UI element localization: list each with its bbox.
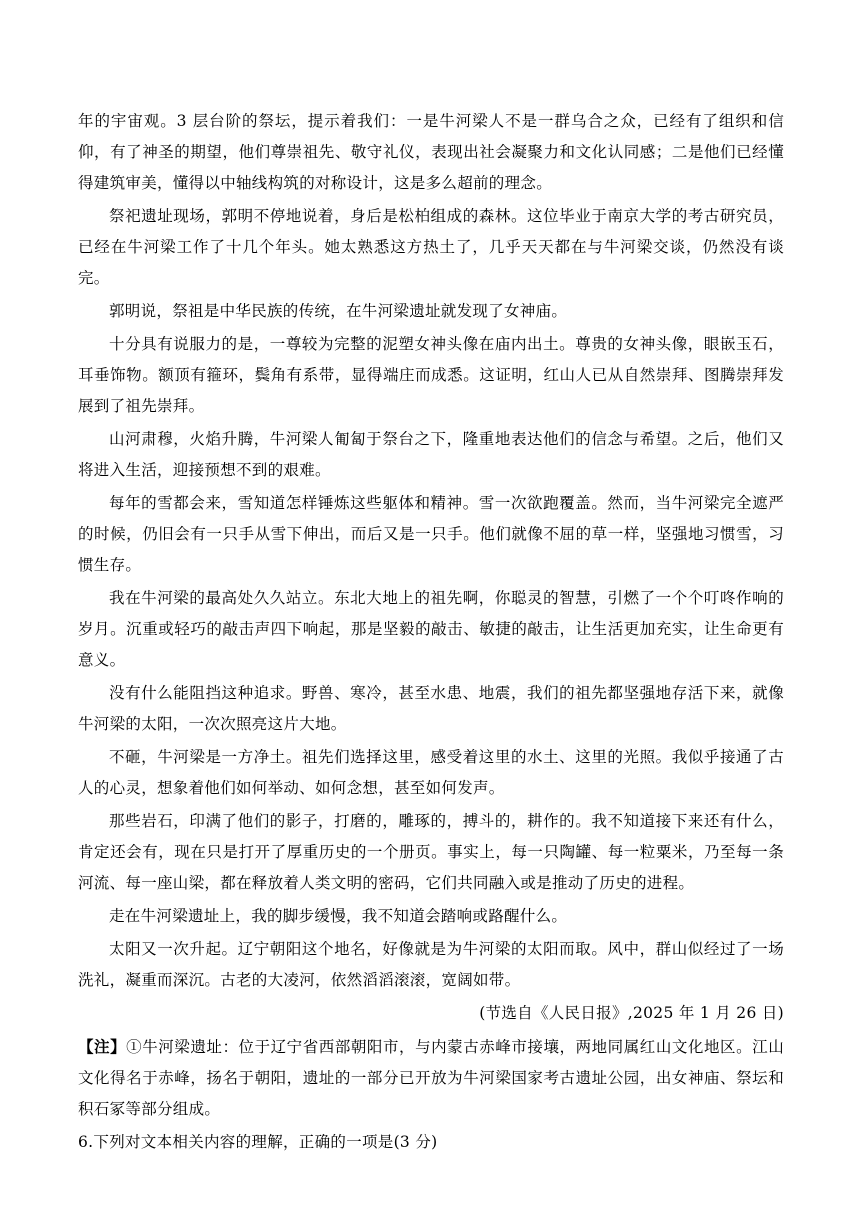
- footnote-tag: 【注】: [78, 1037, 127, 1056]
- article-paragraph-3: 郭明说，祭祖是中华民族的传统，在牛河梁遗址就发现了女神庙。: [109, 302, 568, 320]
- article-paragraph-2: 祭祀遗址现场，郭明不停地说着，身后是松柏组成的森林。这位毕业于南京大学的考古研究员，已经在牛河梁工作了十几个年头。她太熟悉这方热土了，几乎天天都在与牛河梁交谈，仍然没有谈完。: [78, 207, 784, 287]
- article-paragraph-8: 没有什么能阻挡这种追求。野兽、寒冷，甚至水患、地震，我们的祖先都坚强地存活下来，就像牛河梁的太阳，一次次照亮这片大地。: [78, 684, 784, 733]
- article-paragraph-9: 不砸，牛河梁是一方净土。祖先们选择这里，感受着这里的水土、这里的光照。我似乎接通了古人的心灵，想象着他们如何举动、如何念想，甚至如何发声。: [78, 748, 784, 797]
- question-6: 6.下列对文本相关内容的理解，正确的一项是(3 分): [78, 1133, 438, 1151]
- article-body: [78, 106, 784, 996]
- article-paragraph-12: 太阳又一次升起。辽宁朝阳这个地名，好像就是为牛河梁的太阳而取。风中，群山似经过了一场洗礼，凝重而深沉。古老的大凌河，依然滔滔滚滚，宽阔如带。: [78, 940, 784, 989]
- document-page: [78, 106, 784, 1158]
- article-paragraph-4: 十分具有说服力的是，一尊较为完整的泥塑女神头像在庙内出土。尊贵的女神头像，眼嵌玉石，耳垂饰物。额顶有箍环，鬓角有系带，显得端庄而成悉。这证明，红山人已从自然崇拜、图腾崇拜发展到了祖先崇拜。: [78, 335, 784, 415]
- article-paragraph-10: 那些岩石，印满了他们的影子，打磨的，雕琢的，搏斗的，耕作的。我不知道接下来还有什么，肯定还会有，现在只是打开了厚重历史的一个册页。事实上，每一只陶罐、每一粒粟米，乃至每一条河流、每一座山梁，都在释放着人类文明的密码，它们共同融入或是推动了历史的进程。: [78, 812, 784, 892]
- article-source: (节选自《人民日报》,2025 年 1 月 26 日): [479, 1004, 784, 1022]
- article-paragraph-6: 每年的雪都会来，雪知道怎样锤炼这些躯体和精神。雪一次欲跑覆盖。然而，当牛河梁完全遮严的时候，仍旧会有一只手从雪下伸出，而后又是一只手。他们就像不屈的草一样，坚强地习惯雪，习惯生存。: [78, 494, 784, 574]
- article-paragraph-1: 年的宇宙观。3 层台阶的祭坛，提示着我们：一是牛河梁人不是一群乌合之众，已经有了组织和信仰，有了神圣的期望，他们尊崇祖先、敬守礼仪，表现出社会凝聚力和文化认同感；二是他们已经懂得建筑审美，懂得以中轴线构筑的对称设计，这是多么超前的理念。: [78, 112, 784, 192]
- article-paragraph-7: 我在牛河梁的最高处久久站立。东北大地上的祖先啊，你聪灵的智慧，引燃了一个个叮咚作响的岁月。沉重或轻巧的敲击声四下响起，那是坚毅的敲击、敏捷的敲击，让生活更加充实，让生命更有意义。: [78, 589, 784, 669]
- footnote-text: ①牛河梁遗址：位于辽宁省西部朝阳市，与内蒙古赤峰市接壤，两地同属红山文化地区。江山文化得名于赤峰，扬名于朝阳，遗址的一部分已开放为牛河梁国家考古遗址公园，出女神庙、祭坛和积石冢等部分组成。: [78, 1038, 784, 1118]
- article-paragraph-11: 走在牛河梁遗址上，我的脚步缓慢，我不知道会踏响或路醒什么。: [109, 907, 568, 925]
- article-paragraph-5: 山河肃穆，火焰升腾，牛河梁人匍匐于祭台之下，隆重地表达他们的信念与希望。之后，他们又将进入生活，迎接预想不到的艰难。: [78, 430, 784, 479]
- footnote: [78, 1031, 784, 1125]
